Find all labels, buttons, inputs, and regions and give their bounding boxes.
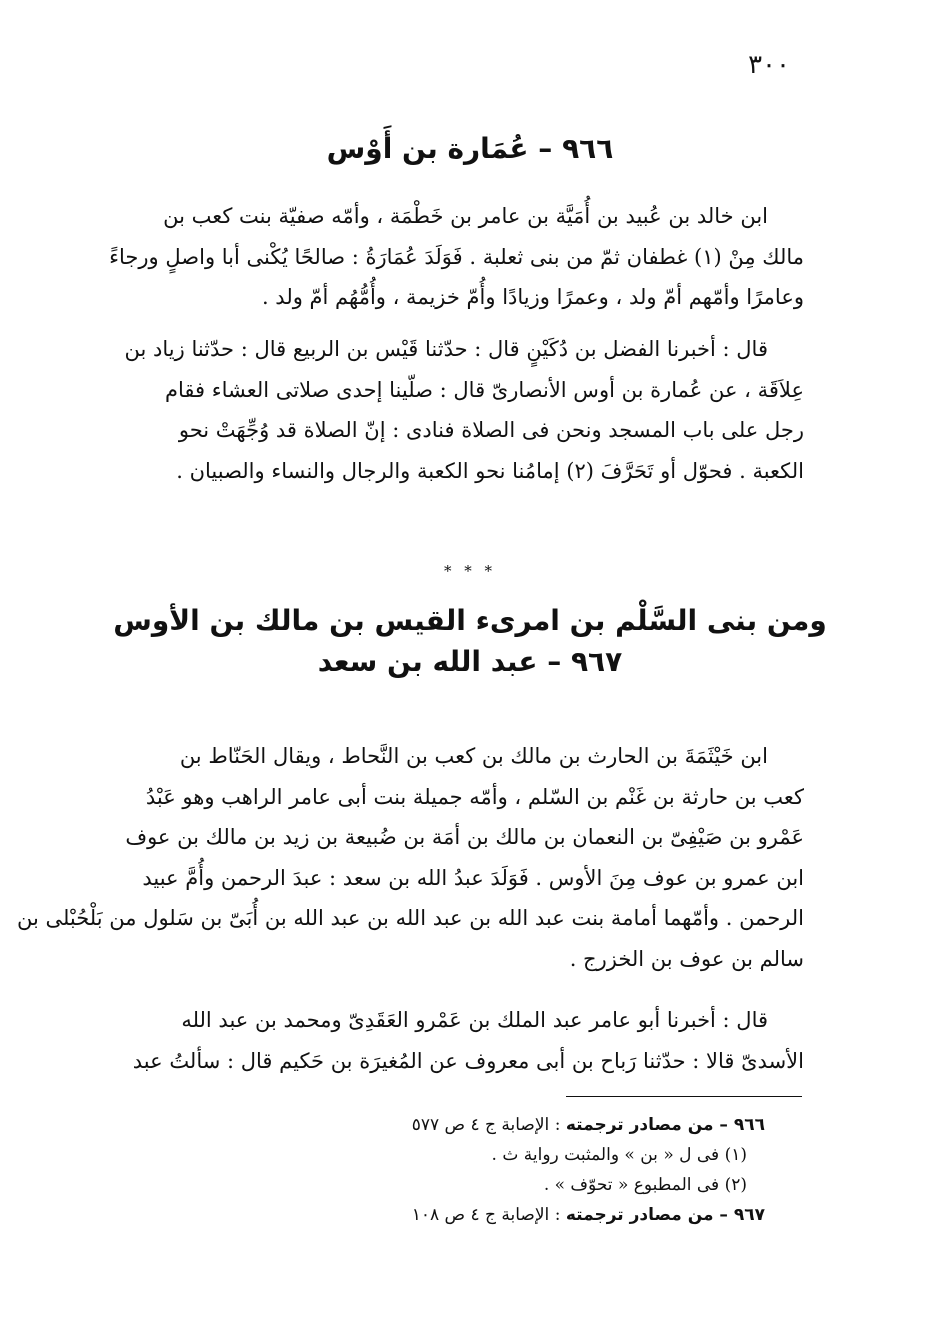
text-line: كعب بن حارثة بن غَنْم بن السّلم ، وأمّه جميلة بنت أبى عامر الراهب وهو عَبْدُ bbox=[145, 784, 804, 809]
footnote-label: ٩٦٧ – من مصادر ترجمته bbox=[565, 1205, 765, 1225]
entry-967-paragraph-1 bbox=[16, 736, 804, 979]
footnote-text: : الإصابة ج ٤ ص ١٠٨ bbox=[411, 1205, 566, 1225]
footnote-2: (٢) فى المطبوع « تحوّف » . bbox=[543, 1175, 747, 1195]
footnote-1: (١) فى ل « بن » والمثبت رواية ث . bbox=[491, 1145, 747, 1165]
text-line: الكعبة . فحوّل أو تَحَرَّفَ (٢) إمامُنا نحو الكعبة والرجال والنساء والصبيان . bbox=[176, 458, 804, 483]
text-line: وعامرًا وأمّهم أمّ ولد ، وعمرًا وزيادًا وأُمّ خزيمة ، وأُمُّهُم أمّ ولد . bbox=[261, 285, 804, 309]
section-separator: * * * bbox=[443, 562, 497, 580]
text-line: قال : أخبرنا الفضل بن دُكَيْنٍ قال : حدّثنا قَيْس بن الربيع قال : حدّثنا زياد بن bbox=[124, 337, 768, 361]
text-line: ابن عمرو بن عوف مِنَ الأوس . فَوَلَدَ عبدُ الله بن سعد : عبدَ الرحمن وأُمَّ عبيد bbox=[142, 865, 804, 890]
entry-967-paragraph-2 bbox=[108, 1000, 804, 1081]
entry-966-paragraph-1 bbox=[108, 196, 804, 318]
footnote-divider bbox=[566, 1096, 802, 1097]
text-line: سالم بن عوف بن الخزرج . bbox=[569, 946, 804, 971]
entry-966-paragraph-2 bbox=[108, 329, 804, 491]
page-number: ٣٠٠ bbox=[748, 50, 790, 80]
footnote-text: : الإصابة ج ٤ ص ٥٧٧ bbox=[411, 1115, 566, 1135]
text-line: الرحمن . وأمّهما أمامة بنت عبد الله بن عبد الله بن عبد الله بن أُبَىّ بن سَلول من بَلْحُبْلى بن bbox=[16, 906, 804, 930]
text-line: عَمْرو بن صَيْفِىّ بن النعمان بن مالك بن أمَة بن ضُبيعة بن زيد بن مالك بن عوف bbox=[125, 825, 804, 849]
text-line: مالك مِنْ (١) غطفان ثمّ من بنى ثعلبة . فَوَلَدَ عُمَارَةُ : صالحًا يُكْنى أبا واصلٍ ورجاءً bbox=[109, 244, 804, 269]
text-line: الأسدىّ قالا : حدّثنا رَباح بن أبى معروف عن المُغيرَة بن حَكيم قال : سألتُ عبد bbox=[132, 1048, 804, 1073]
entry-966-heading: ٩٦٦ – عُمَارة بن أَوْس bbox=[326, 132, 614, 165]
entry-967-heading: ٩٦٧ – عبد الله بن سعد bbox=[317, 645, 623, 678]
text-line: رجل على باب المسجد ونحن فى الصلاة فنادى : إنّ الصلاة قد وُجِّهَتْ نحو bbox=[178, 418, 804, 442]
section-heading: ومن بنى السَّلْم بن امرىء القيس بن مالك بن الأوس bbox=[113, 604, 827, 637]
text-line: ابن خَيْثَمَةَ بن الحارث بن مالك بن كعب بن النَّحاط ، ويقال الحَنّاط بن bbox=[179, 744, 768, 768]
footnote-966-sources bbox=[205, 1110, 765, 1140]
footnote-label: ٩٦٦ – من مصادر ترجمته bbox=[565, 1115, 765, 1135]
footnote-967-sources bbox=[205, 1200, 765, 1230]
footnotes bbox=[205, 1110, 765, 1230]
text-line: عِلاَقَة ، عن عُمارة بن أوس الأنصارىّ قال : صلّينا إحدى صلاتى العشاء فقام bbox=[165, 377, 804, 402]
text-line: قال : أخبرنا أبو عامر عبد الملك بن عَمْرو العَقَدِىّ ومحمد بن عبد الله bbox=[181, 1008, 768, 1032]
text-line: ابن خالد بن عُبيد بن أُمَيَّة بن عامر بن خَطْمَة ، وأمّه صفيّة بنت كعب بن bbox=[163, 204, 768, 228]
